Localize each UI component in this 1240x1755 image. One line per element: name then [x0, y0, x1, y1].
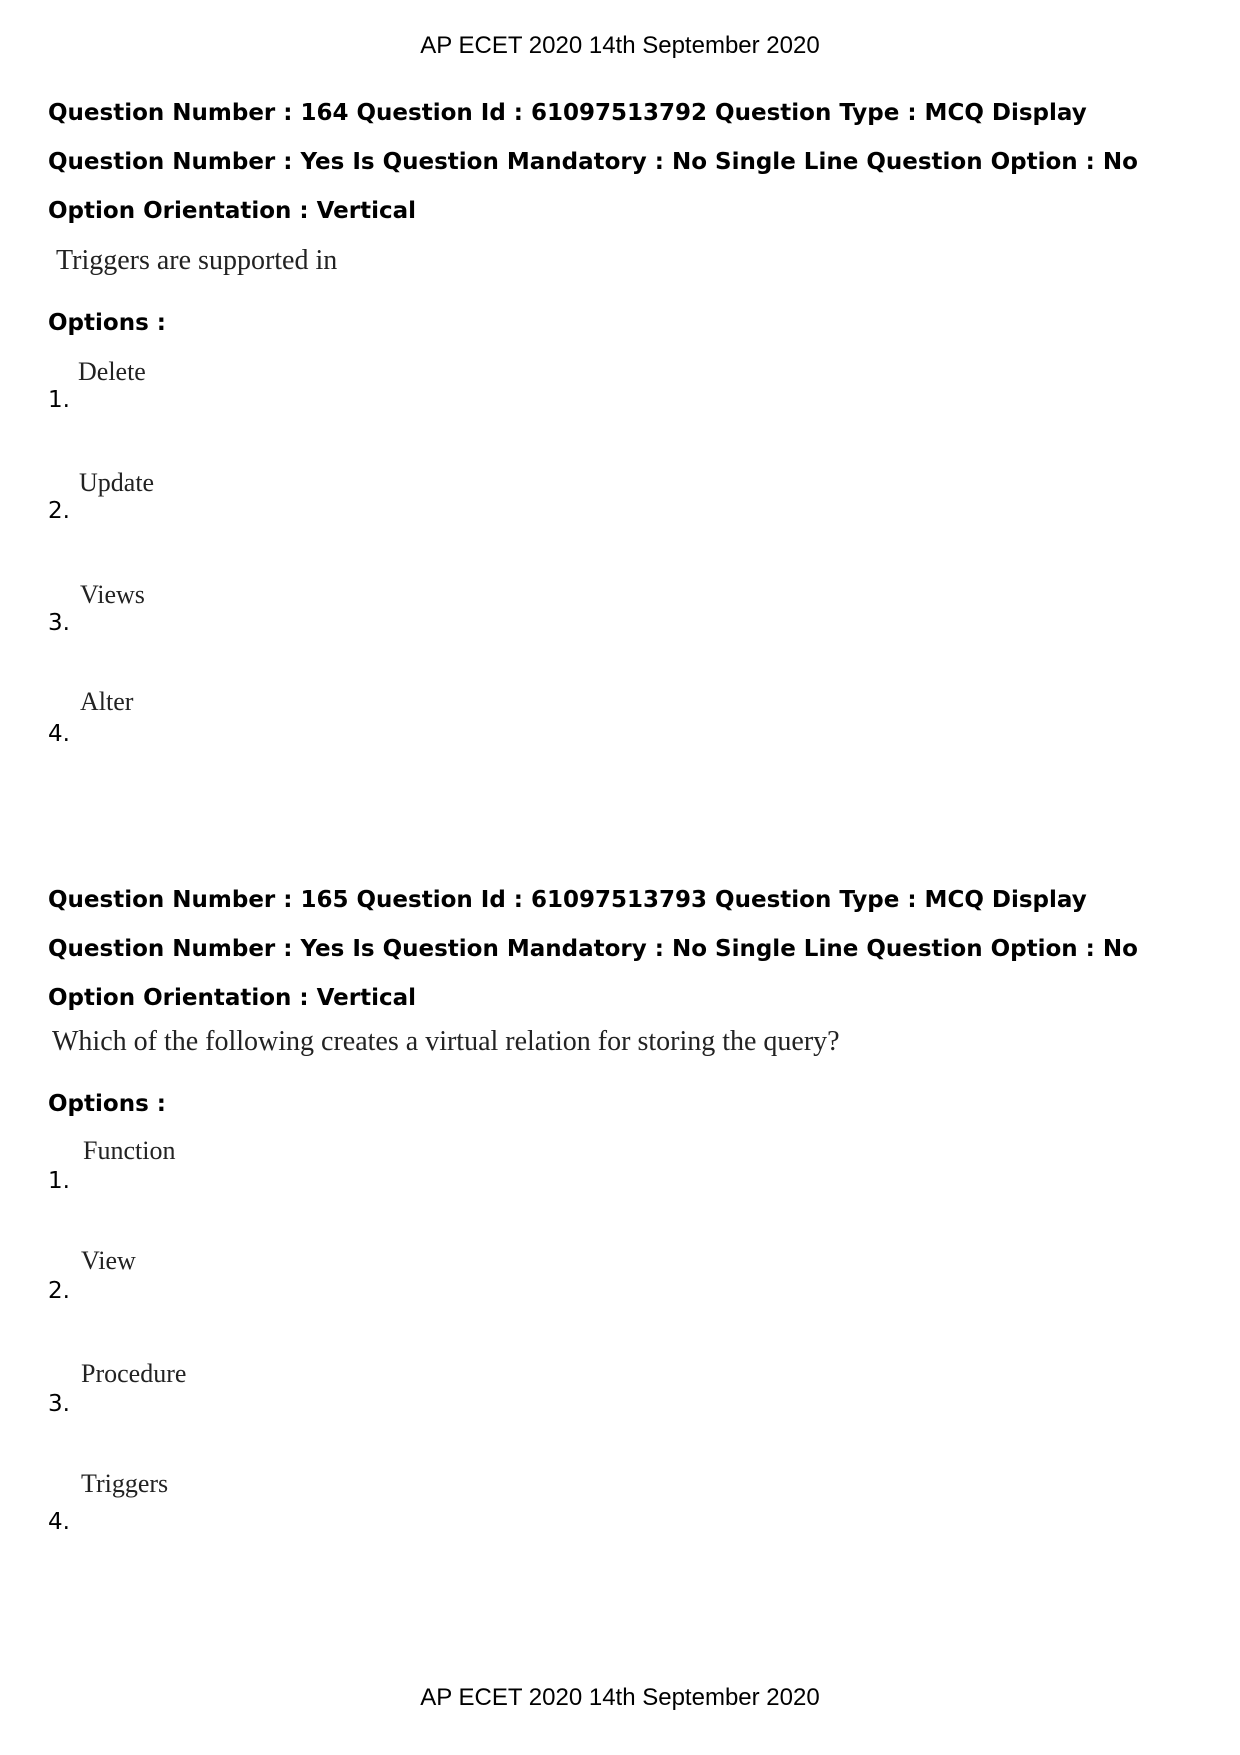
- option-text: View: [81, 1246, 136, 1275]
- option-number: 1.: [48, 387, 70, 413]
- option-text: Function: [83, 1136, 176, 1165]
- question-text: Which of the following creates a virtual relation for storing the query?: [52, 1026, 840, 1057]
- question-block-164: [48, 89, 1198, 769]
- option-text: Update: [79, 468, 155, 497]
- question-text: Triggers are supported in: [56, 245, 338, 276]
- option-3[interactable]: [48, 1355, 448, 1417]
- option-number: 2.: [48, 498, 70, 524]
- option-text: Alter: [80, 687, 134, 716]
- question-meta: Question Number : 165 Question Id : 61097513793 Question Type : MCQ Display Question Number : Yes Is Question Mandatory : No Single Line Question Option : No Option Orientation : Vertical: [48, 887, 1138, 1011]
- option-text: Views: [80, 580, 145, 609]
- option-number: 1.: [48, 1168, 70, 1194]
- option-2[interactable]: [48, 1242, 448, 1304]
- option-number: 3.: [48, 610, 70, 636]
- option-text: Procedure: [81, 1359, 187, 1388]
- option-text: Triggers: [81, 1469, 169, 1498]
- option-1[interactable]: [48, 351, 448, 413]
- option-2[interactable]: [48, 462, 448, 524]
- page-footer: AP ECET 2020 14th September 2020: [420, 1684, 820, 1711]
- options-label: Options :: [48, 310, 166, 336]
- question-block-165: [48, 876, 1198, 1556]
- option-number: 4.: [48, 721, 70, 747]
- question-meta: Question Number : 164 Question Id : 61097513792 Question Type : MCQ Display Question Number : Yes Is Question Mandatory : No Single Line Question Option : No Option Orientation : Vertical: [48, 100, 1138, 224]
- option-text: Delete: [78, 357, 146, 386]
- options-label: Options :: [48, 1091, 166, 1117]
- option-number: 4.: [48, 1509, 70, 1535]
- option-number: 2.: [48, 1278, 70, 1304]
- option-3[interactable]: [48, 574, 448, 636]
- option-number: 3.: [48, 1391, 70, 1417]
- option-4[interactable]: [48, 685, 448, 747]
- page-header: AP ECET 2020 14th September 2020: [420, 32, 820, 59]
- option-4[interactable]: [48, 1469, 448, 1535]
- option-1[interactable]: [48, 1132, 448, 1194]
